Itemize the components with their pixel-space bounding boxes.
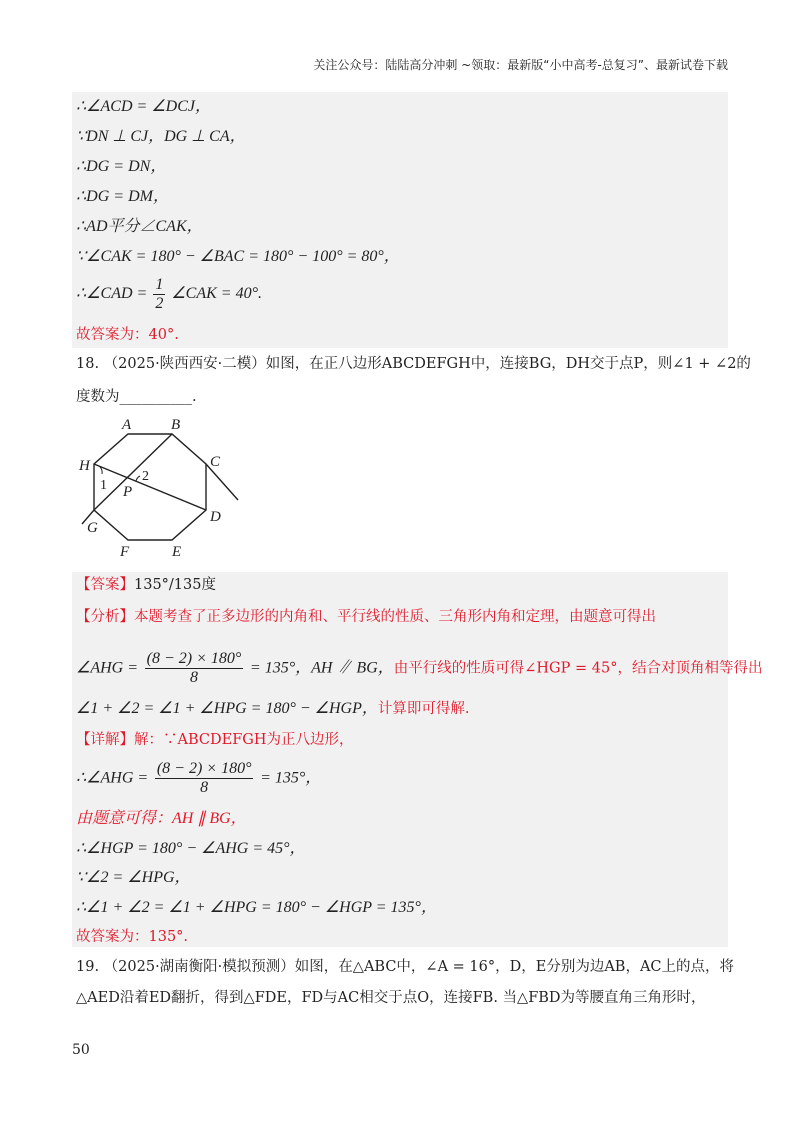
analysis-line-2-post: = 135°，AH ∥ BG， [249, 659, 394, 677]
prev-line-4: ∴DG = DM， [76, 188, 169, 205]
prev-line-2: ∵DN ⊥ CJ，DG ⊥ CA， [76, 128, 246, 145]
q18-detail-line-3 [76, 810, 247, 828]
octagon-figure [72, 412, 252, 567]
detail-text: 解：∵ABCDEFGH为正八边形， [134, 732, 354, 748]
segment-dh [94, 464, 206, 510]
q19-stem-line-2: △AED沿着ED翻折，得到△FDE，FD与AC相交于点O，连接FB. 当△FBD为等腰直角三角形时， [76, 990, 706, 1006]
half-fraction [153, 276, 165, 313]
prev-line-7-pre: ∴∠CAD = [76, 285, 148, 303]
prev-line-1: ∴∠ACD = ∠DCJ， [76, 98, 211, 115]
prev-answer: 故答案为：40°. [76, 327, 179, 343]
prev-line-6: ∵∠CAK = 180° − ∠BAC = 180° − 100° = 80°， [76, 248, 400, 265]
fraction-denominator: 8 [200, 779, 209, 796]
q18-stem-line-1: 18. （2025·陕西西安·二模）如图，在正八边形ABCDEFGH中，连接BG，DH交于点P，则∠1 + ∠2的 [76, 356, 751, 372]
prev-line-7 [76, 276, 262, 313]
q18-analysis-line-3 [76, 700, 469, 718]
label-d: D [210, 509, 221, 525]
fraction-numerator: (8 − 2) × 180° [156, 760, 252, 777]
q18-stem-line-2: 度数为__________. [76, 389, 197, 405]
interior-angle-fraction [145, 650, 244, 687]
page-number: 50 [72, 1042, 90, 1058]
q18-analysis-line-1 [76, 608, 656, 626]
q18-detail-line-6: ∴∠1 + ∠2 = ∠1 + ∠HPG = 180° − ∠HGP = 135°， [76, 899, 437, 916]
analysis-line-2-red: 由平行线的性质可得∠HGP = 45°，结合对顶角相等得出 [393, 660, 763, 677]
q18-detail-line-5: ∵∠2 = ∠HPG， [76, 869, 191, 886]
segment-bg [94, 434, 172, 510]
fraction-numerator: 1 [155, 276, 164, 293]
analysis-text: 本题考查了正多边形的内角和、平行线的性质、三角形内角和定理，由题意可得出 [134, 609, 656, 625]
fraction-denominator: 8 [189, 669, 198, 686]
fraction-denominator: 2 [155, 295, 164, 312]
detail-line-2-post: = 135°， [260, 769, 322, 787]
label-angle-2: 2 [142, 469, 149, 484]
prev-line-3: ∴DG = DN， [76, 158, 167, 175]
analysis-tag: 【分析】 [76, 609, 134, 625]
label-angle-1: 1 [100, 478, 107, 493]
label-a: A [122, 417, 132, 433]
label-g: G [87, 520, 98, 536]
q18-detail-line-1 [76, 731, 354, 749]
page-header: 关注公众号：陆陆高分冲刺 ~领取：最新版“小中高考-总复习”、最新试卷下载 [313, 58, 728, 72]
q18-detail-line-2 [76, 760, 321, 797]
answer-tag: 【答案】 [76, 577, 134, 593]
detail-line-2-pre: ∴∠AHG = [76, 769, 149, 787]
label-h: H [79, 458, 90, 474]
label-c: C [210, 454, 221, 470]
q18-final-answer: 故答案为：135°. [76, 929, 189, 945]
analysis-line-2-pre: ∠AHG = [76, 659, 139, 677]
q18-detail-line-4: ∴∠HGP = 180° − ∠AHG = 45°， [76, 840, 306, 857]
q18-answer [76, 576, 216, 594]
angle-1-arc [100, 467, 102, 474]
q19-stem-line-1: 19. （2025·湖南衡阳·模拟预测）如图，在△ABC中，∠A = 16°，D，E分别为边AB，AC上的点，将 [76, 959, 735, 975]
fraction-numerator: (8 − 2) × 180° [146, 650, 242, 667]
analysis-line-3-red: 计算即可得解. [377, 701, 470, 717]
label-f: F [120, 544, 130, 560]
prev-line-7-post: ∠CAK = 40°. [171, 285, 262, 303]
label-e: E [172, 544, 182, 560]
answer-value: 135°/135度 [134, 577, 216, 593]
detail-tag: 【详解】 [76, 732, 134, 748]
label-b: B [171, 417, 181, 433]
q18-analysis-line-2 [76, 650, 762, 687]
analysis-line-3: ∠1 + ∠2 = ∠1 + ∠HPG = 180° − ∠HGP， [76, 700, 378, 717]
detail-line-3: 由题意可得：AH ∥ BG， [76, 810, 247, 827]
label-p: P [123, 484, 133, 500]
detail-fraction [155, 760, 254, 797]
prev-line-5: ∴AD平分∠CAK， [76, 218, 203, 235]
